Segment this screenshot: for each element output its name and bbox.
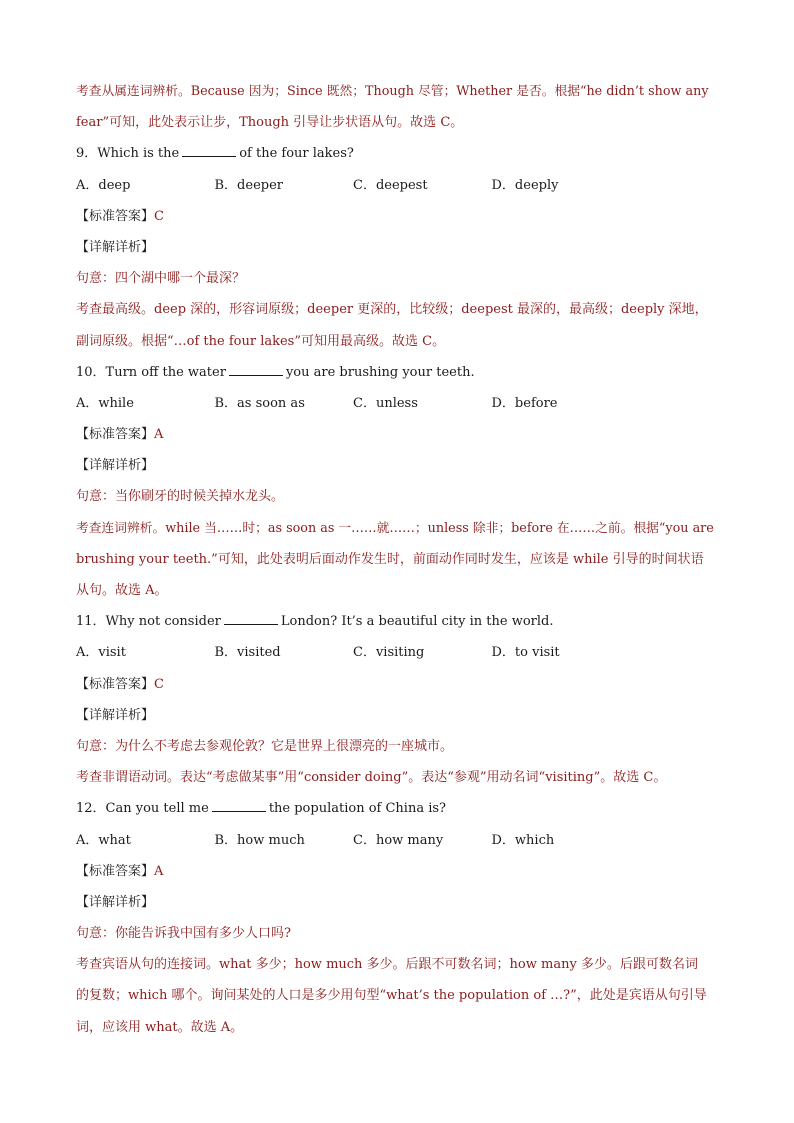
question-12-explanation-3: 词，应该用 what。故选 A。 bbox=[76, 1019, 244, 1035]
option-c: C．visiting bbox=[353, 645, 425, 661]
option-c: C．how many bbox=[353, 832, 444, 848]
answer-value: C bbox=[154, 208, 164, 224]
answer-label: 【标准答案】 bbox=[76, 676, 155, 692]
question-9-meaning: 句意：四个湖中哪一个最深？ bbox=[76, 271, 246, 287]
question-9-analysis-label: 【详解详析】 bbox=[76, 239, 155, 255]
question-12-options bbox=[76, 829, 718, 860]
question-11-options bbox=[76, 641, 718, 672]
question-10-analysis-label: 【详解详析】 bbox=[76, 458, 155, 474]
option-c: C．deepest bbox=[353, 177, 428, 193]
answer-blank bbox=[182, 142, 236, 157]
option-a: A．what bbox=[76, 832, 131, 848]
stem-text: of the four lakes? bbox=[239, 146, 354, 162]
option-b: B．how much bbox=[214, 832, 305, 848]
answer-blank bbox=[224, 610, 278, 625]
answer-blank bbox=[229, 361, 283, 376]
document-page bbox=[76, 80, 718, 1047]
question-9-explanation-2: 副词原级。根据“…of the four lakes”可知用最高级。故选 C。 bbox=[76, 333, 446, 349]
question-12-meaning: 句意：你能告诉我中国有多少人口吗? bbox=[76, 926, 291, 942]
option-b: B．deeper bbox=[214, 177, 283, 193]
option-d: D．deeply bbox=[491, 177, 559, 193]
option-b: B．as soon as bbox=[214, 395, 305, 411]
question-10-options bbox=[76, 392, 718, 423]
question-10-explanation-3: 从句。故选 A。 bbox=[76, 583, 168, 598]
option-d: D．to visit bbox=[491, 645, 560, 661]
question-9-options bbox=[76, 174, 718, 205]
stem-text: Turn off the water bbox=[105, 364, 226, 380]
question-10-stem bbox=[76, 361, 718, 392]
option-a: A．while bbox=[76, 395, 134, 411]
stem-text: Can you tell me bbox=[105, 801, 209, 817]
answer-value: A bbox=[154, 863, 164, 879]
answer-value: C bbox=[154, 676, 164, 692]
question-12-explanation-1: 考查宾语从句的连接词。what 多少；how much 多少。后跟不可数名词；how many 多少。后跟可数名词 bbox=[76, 957, 698, 973]
question-9-answer bbox=[76, 205, 718, 236]
option-a: A．deep bbox=[76, 177, 131, 193]
question-number: 10． bbox=[76, 364, 106, 380]
question-number: 9． bbox=[76, 146, 98, 162]
stem-text: London? It’s a beautiful city in the world. bbox=[280, 614, 554, 630]
question-11-analysis-label: 【详解详析】 bbox=[76, 707, 155, 723]
question-12-stem bbox=[76, 797, 718, 828]
question-9-explanation-1: 考查最高级。deep 深的，形容词原级；deeper 更深的，比较级；deepest 最深的，最高级；deeply 深地， bbox=[76, 302, 708, 318]
question-11-meaning: 句意：为什么不考虑去参观伦敦？它是世界上很漂亮的一座城市。 bbox=[76, 738, 454, 754]
question-number: 12． bbox=[76, 801, 106, 817]
question-12-explanation-2: 的复数；which 哪个。询问某处的人口是多少用句型“what’s the population of …?”，此处是宾语从句引导 bbox=[76, 988, 707, 1004]
question-9-stem bbox=[76, 142, 718, 173]
question-12-answer bbox=[76, 860, 718, 891]
option-b: B．visited bbox=[214, 645, 281, 661]
question-10-answer bbox=[76, 423, 718, 454]
question-11-answer bbox=[76, 673, 718, 704]
option-c: C．unless bbox=[353, 395, 418, 411]
answer-blank bbox=[212, 797, 266, 812]
question-10-meaning: 句意：当你刷牙的时候关掉水龙头。 bbox=[76, 489, 285, 505]
question-10-explanation-2: brushing your teeth.”可知，此处表明后面动作发生时，前面动作同时发生，应该是 while 引导的时间状语 bbox=[76, 551, 704, 567]
stem-text: you are brushing your teeth. bbox=[285, 364, 475, 380]
stem-text: Which is the bbox=[97, 146, 180, 162]
prev-analysis-line-1: 考查从属连词辨析。Because 因为；Since 既然；Though 尽管；Whether 是否。根据“he didn’t show any bbox=[76, 84, 709, 99]
question-11-explanation-1: 考查非谓语动词。表达“考虑做某事”用“consider doing”。表达“参观”用动名词“visiting”。故选 C。 bbox=[76, 770, 667, 786]
question-12-analysis-label: 【详解详析】 bbox=[76, 894, 155, 910]
question-10-explanation-1: 考查连词辨析。while 当……时；as soon as 一……就……；unless 除非；before 在……之前。根据“you are bbox=[76, 520, 714, 536]
stem-text: Why not consider bbox=[105, 614, 221, 630]
question-11-stem bbox=[76, 610, 718, 641]
answer-label: 【标准答案】 bbox=[76, 208, 155, 224]
answer-label: 【标准答案】 bbox=[76, 863, 155, 879]
answer-label: 【标准答案】 bbox=[76, 427, 155, 443]
option-a: A．visit bbox=[76, 645, 126, 661]
stem-text: the population of China is? bbox=[268, 801, 447, 817]
prev-analysis-line-2: fear”可知，此处表示让步，Though 引导让步状语从句。故选 C。 bbox=[76, 115, 464, 131]
answer-value: A bbox=[154, 427, 164, 443]
option-d: D．which bbox=[491, 832, 555, 848]
option-d: D．before bbox=[491, 395, 558, 411]
question-number: 11． bbox=[76, 614, 106, 630]
